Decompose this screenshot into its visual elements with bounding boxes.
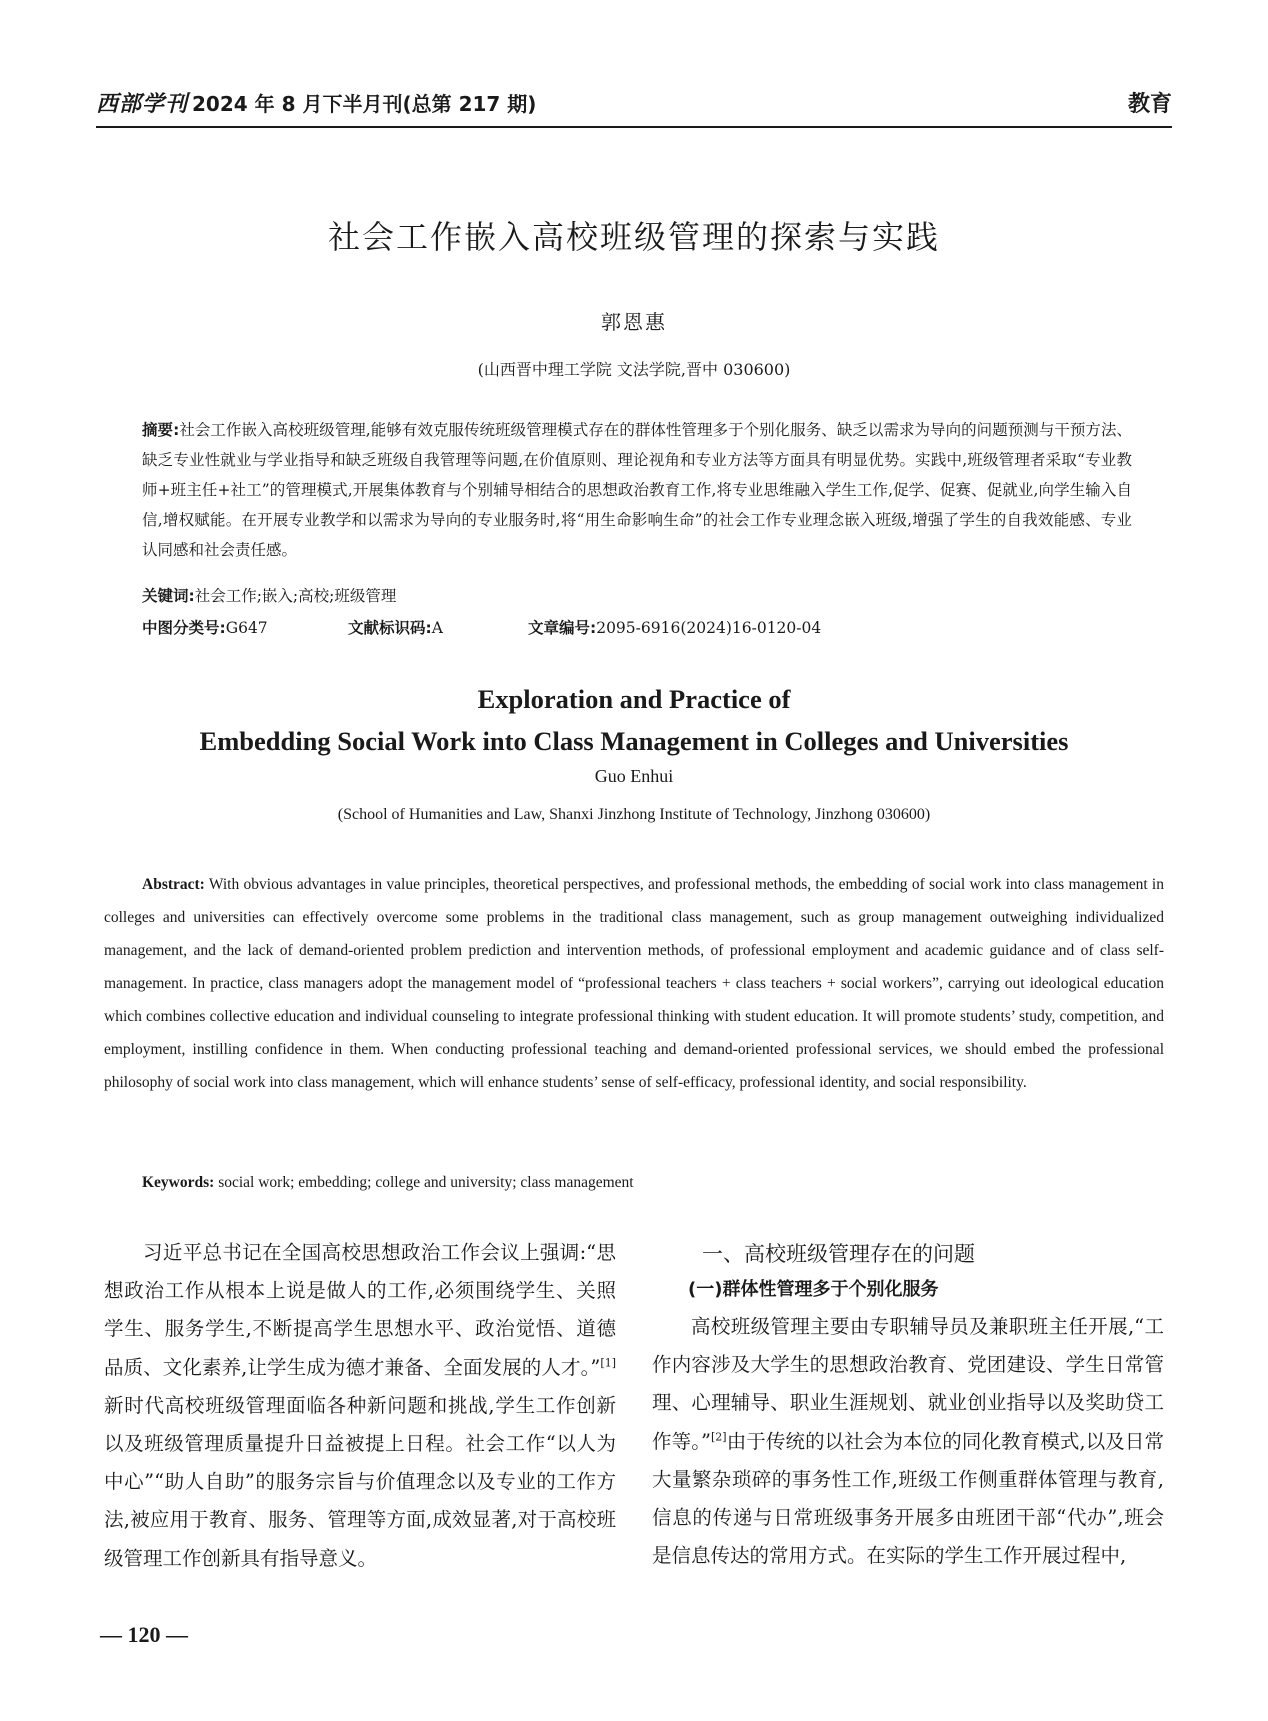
title-en-line2: Embedding Social Work into Class Management in Colleges and Universities [199, 726, 1069, 756]
title-en [0, 678, 1268, 762]
doc-code-value: A [431, 619, 443, 637]
article-number-value: 2095-6916(2024)16-0120-04 [596, 619, 822, 637]
clc-number [142, 613, 348, 643]
keywords-en-text: social work; embedding; college and university; class management [218, 1174, 634, 1191]
body-paragraph [652, 1308, 1164, 1575]
abstract-en [104, 868, 1164, 1099]
paragraph-text: 新时代高校班级管理面临各种新问题和挑战,学生工作创新以及班级管理质量提升日益被提上日程。社会工作“以人为中心”“助人自助”的服务宗旨与价值理念以及专业的工作方法,被应用于教育、服务、管理等方面,成效显著,对于高校班级管理工作创新具有指导意义。 [104, 1393, 616, 1570]
author-en: Guo Enhui [594, 766, 674, 786]
body-column-left [104, 1234, 616, 1578]
citation-ref: [1] [600, 1356, 616, 1370]
abstract-cn [142, 415, 1132, 565]
classification-meta [142, 613, 1132, 643]
paragraph-text: 高校班级管理主要由专职辅导员及兼职班主任开展,“工作内容涉及大学生的思想政治教育、党团建设、学生日常管理、心理辅导、职业生涯规划、就业创业指导以及奖助贷工作等。” [652, 1315, 1164, 1453]
abstract-en-text: With obvious advantages in value principles, theoretical perspectives, and professional methods, the embedding of social work into class management in colleges and universities can effectively overcome some problems in the traditional class management, such as group management outweighing individualized management, and the lack of demand-oriented problem prediction and intervention methods, of professional employment and academic guidance and of class self-management. In practice, class managers adopt the management model of “professional teachers + class teachers + social workers”, carrying out ideological education which combines collective education and individual counseling to integrate professional thinking with student education. It will promote students’ study, competition, and employment, instilling confidence in them. When conducting professional teaching and demand-oriented professional services, we should embed the professional philosophy of social work into class management, which will enhance students’ sense of self-efficacy, professional identity, and social responsibility. [104, 876, 1164, 1091]
keywords-en-label: Keywords: [142, 1174, 215, 1191]
title-cn: 社会工作嵌入高校班级管理的探索与实践 [327, 218, 940, 256]
subsection-heading: (一)群体性管理多于个别化服务 [688, 1279, 939, 1300]
issue-info: 2024 年 8 月下半月刊(总第 217 期) [192, 92, 537, 116]
article-number-label: 文章编号: [528, 619, 597, 637]
paragraph-text: 由于传统的以社会为本位的同化教育模式,以及日常大量繁杂琐碎的事务性工作,班级工作侧重群体管理与教育,信息的传递与日常班级事务开展多由班团干部“代办”,班会是信息传达的常用方式。在实际的学生工作开展过程中, [652, 1429, 1164, 1568]
affiliation-en: (School of Humanities and Law, Shanxi Jinzhong Institute of Technology, Jinzhong 030600) [337, 806, 931, 823]
journal-logo: 西部学刊 [96, 91, 189, 117]
paragraph-text: 习近平总书记在全国高校思想政治工作会议上强调:“思想政治工作从根本上说是做人的工作,必须围绕学生、关照学生、服务学生,不断提高学生思想水平、政治觉悟、道德品质、文化素养,让学生成为德才兼备、全面发展的人才。” [104, 1241, 616, 1379]
keywords-cn [142, 581, 1132, 611]
section-label: 教育 [1127, 92, 1172, 117]
body-paragraph [104, 1234, 616, 1578]
abstract-en-label: Abstract: [142, 876, 205, 893]
keywords-en [142, 1168, 1162, 1198]
author-cn: 郭恩惠 [601, 310, 667, 334]
abstract-cn-text: 社会工作嵌入高校班级管理,能够有效克服传统班级管理模式存在的群体性管理多于个别化服务、缺乏以需求为导向的问题预测与干预方法、缺乏专业性就业与学业指导和缺乏班级自我管理等问题,在价值原则、理论视角和专业方法等方面具有明显优势。实践中,班级管理者采取“专业教师+班主任+社工”的管理模式,开展集体教育与个别辅导相结合的思想政治教育工作,将专业思维融入学生工作,促学、促赛、促就业,向学生输入自信,增权赋能。在开展专业教学和以需求为导向的专业服务时,将“用生命影响生命”的社会工作专业理念嵌入班级,增强了学生的自我效能感、专业认同感和社会责任感。 [142, 421, 1132, 559]
abstract-cn-label: 摘要: [142, 421, 180, 439]
article-number [528, 613, 821, 643]
clc-value: G647 [225, 619, 268, 637]
page-number: — 120 — [100, 1622, 188, 1647]
keywords-cn-label: 关键词: [142, 587, 195, 605]
doc-code-label: 文献标识码: [348, 619, 432, 637]
body-column-right [652, 1234, 1164, 1575]
affiliation-cn: (山西晋中理工学院 文法学院,晋中 030600) [477, 360, 791, 379]
citation-ref: [2] [711, 1430, 727, 1444]
section-heading: 一、高校班级管理存在的问题 [702, 1242, 975, 1266]
document-code [348, 613, 528, 643]
title-en-line1: Exploration and Practice of [477, 684, 791, 714]
header-left [96, 87, 536, 118]
clc-label: 中图分类号: [142, 619, 226, 637]
running-header [96, 82, 1172, 128]
keywords-cn-text: 社会工作;嵌入;高校;班级管理 [194, 587, 397, 605]
